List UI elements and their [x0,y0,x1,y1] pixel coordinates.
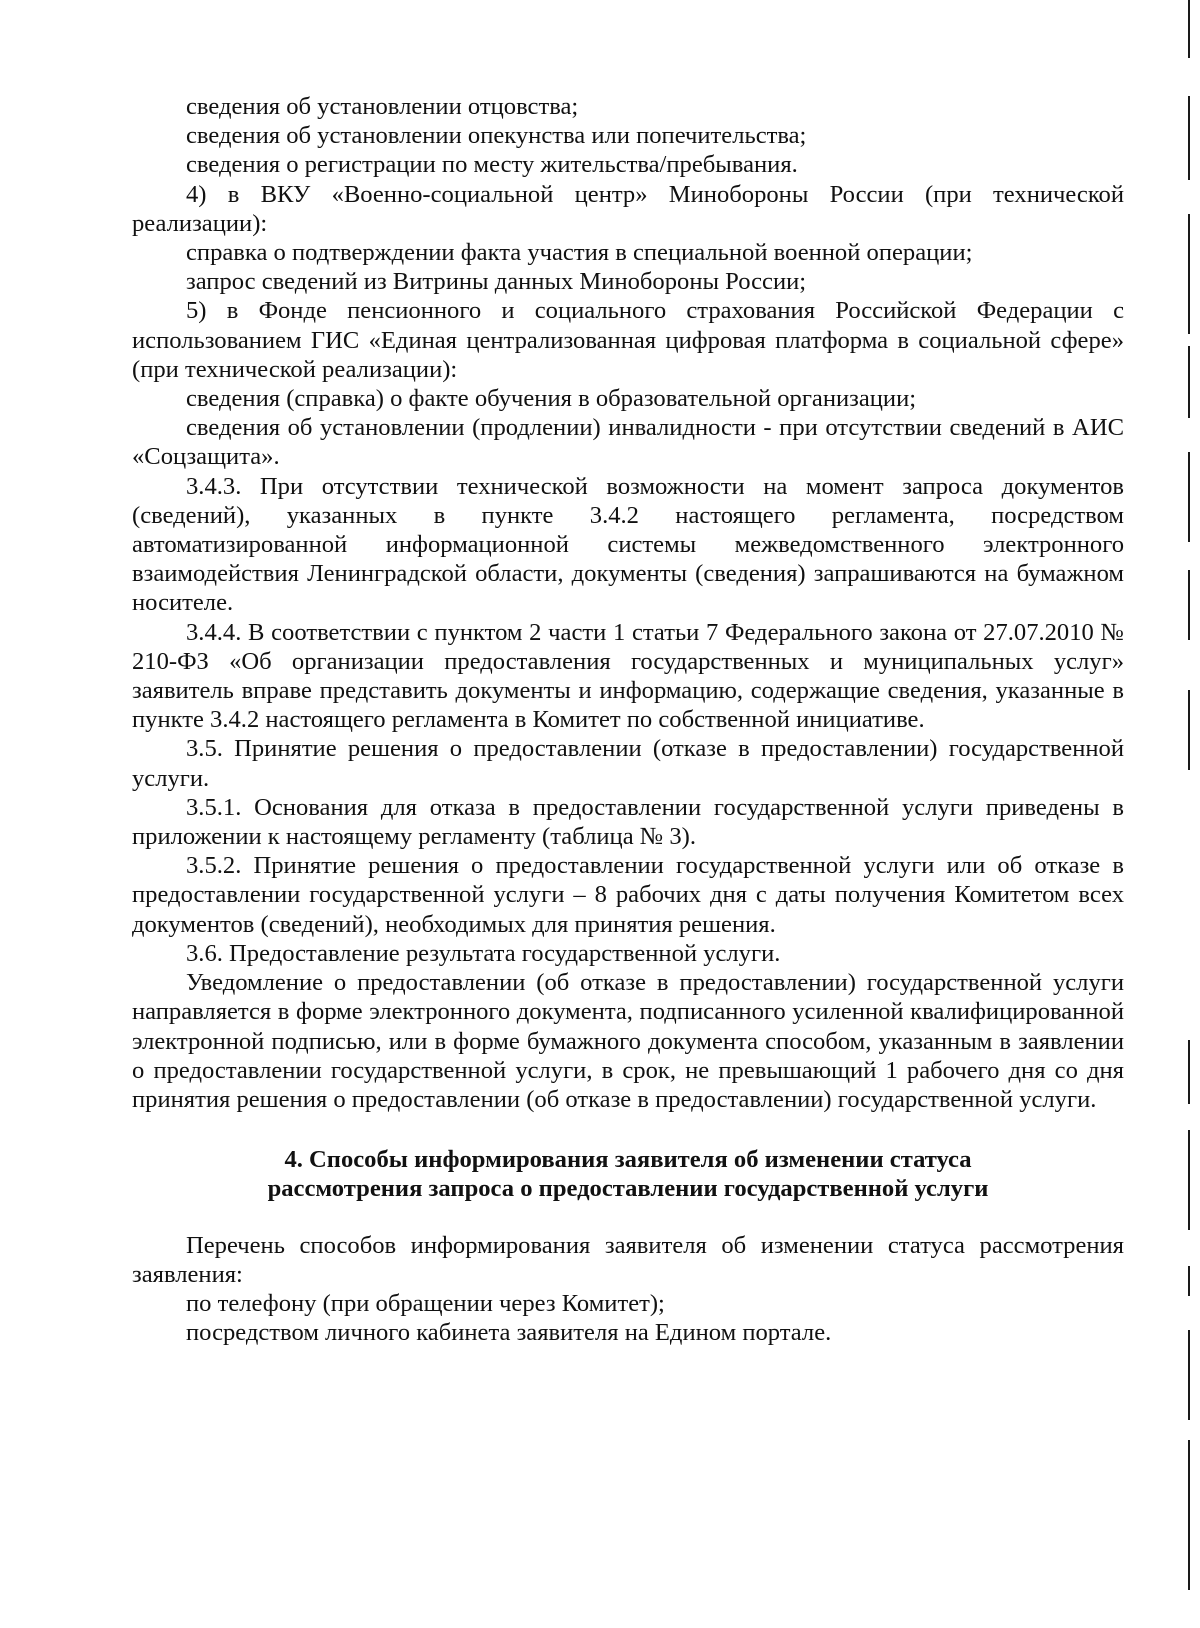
paragraph-3-6: 3.6. Предоставление результата государственной услуги. [186,939,781,967]
paragraph-item-5: 5) в Фонде пенсионного и социального страхования Российской Федерации с использованием ГИС «Единая централизованная цифровая платформа в социальной сфере» (при технической реализации): [132,297,1124,383]
scan-edge-mark [1188,452,1190,542]
list-item-personal-account: посредством личного кабинета заявителя на Едином портале. [186,1319,832,1347]
scan-edge-mark [1188,214,1190,334]
list-item-disability: сведения об установлении (продлении) инвалидности - при отсутствии сведений в АИС «Соцзащита». [132,414,1124,471]
scan-edge-mark [1188,690,1190,770]
paragraph-methods-list: Перечень способов информирования заявителя об изменении статуса рассмотрения заявления: [132,1231,1124,1288]
section-4-heading-line-2: рассмотрения запроса о предоставлении государственной услуги [267,1175,989,1203]
list-item-svo-certificate: справка о подтверждении факта участия в специальной военной операции; [186,239,973,267]
section-4-heading-line-1: 4. Способы информирования заявителя об изменении статуса [284,1146,972,1174]
section-4-heading [132,1145,1124,1203]
scan-edge-mark [1188,1330,1190,1420]
scan-edge-mark [1188,1266,1190,1296]
list-item-mod-request: запрос сведений из Витрины данных Минобороны России; [186,268,807,296]
scan-edge-mark [1188,570,1190,640]
list-item-education: сведения (справка) о факте обучения в образовательной организации; [186,385,917,413]
paragraph-notification: Уведомление о предоставлении (об отказе в предоставлении) государственной услуги направляется в форме электронного документа, подписанного усиленной квалифицированной электронной подписью, или в форме бумажного документа способом, указанным в заявлении о предоставлении государственной услуги, в срок, не превышающий 1 рабочего дня со дня принятия решения о предоставлении (об отказе в предоставлении) государственной услуги. [132,969,1124,1113]
list-item-paternity: сведения об установлении отцовства; [186,93,579,120]
list-item-guardianship: сведения об установлении опекунства или попечительства; [186,122,807,150]
paragraph-item-4: 4) в ВКУ «Военно-социальной центр» Минобороны России (при технической реализации): [132,180,1124,237]
paragraph-3-5: 3.5. Принятие решения о предоставлении (отказе в предоставлении) государственной услуги. [132,735,1124,792]
paragraph-3-5-1: 3.5.1. Основания для отказа в предоставлении государственной услуги приведены в приложении к настоящему регламенту (таблица № 3). [132,793,1124,851]
scan-edge-mark [1188,96,1190,180]
scan-edge-mark [1188,1440,1190,1590]
paragraph-3-5-2: 3.5.2. Принятие решения о предоставлении государственной услуги или об отказе в предоставлении государственной услуги – 8 рабочих дня с даты получения Комитетом всех документов (сведений), необходимых для принятия решения. [132,852,1124,938]
list-item-phone: по телефону (при обращении через Комитет); [186,1289,665,1317]
list-item-registration: сведения о регистрации по месту жительства/пребывания. [186,151,798,179]
scan-edge-mark [1188,0,1190,58]
paragraph-3-4-3: 3.4.3. При отсутствии технической возможности на момент запроса документов (сведений), указанных в пункте 3.4.2 настоящего регламента, посредством автоматизированной информационной системы межведомственного электронного взаимодействия Ленинградской области, документы (сведения) запрашиваются на бумажном носителе. [132,472,1124,617]
paragraph-3-4-4: 3.4.4. В соответствии с пунктом 2 части 1 статьи 7 Федерального закона от 27.07.2010 № 210-ФЗ «Об организации предоставления государственных и муниципальных услуг» заявитель вправе представить документы и информацию, содержащие сведения, указанные в пункте 3.4.2 настоящего регламента в Комитет по собственной инициативе. [132,618,1124,734]
scan-edge-mark [1188,1040,1190,1104]
document-body [132,92,1124,1347]
scan-edge-mark [1188,346,1190,418]
scan-edge-mark [1188,1130,1190,1230]
